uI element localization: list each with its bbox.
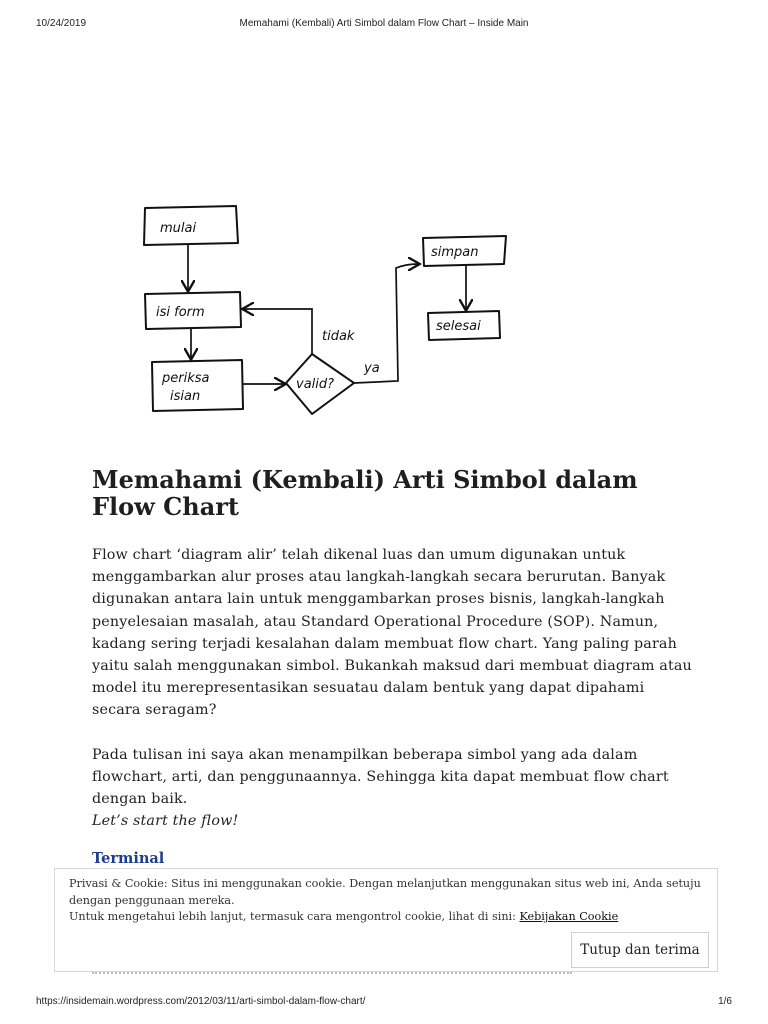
close-and-accept-button[interactable]: Tutup dan terima [571, 932, 709, 968]
label-simpan: simpan [431, 245, 479, 260]
article-title: Memahami (Kembali) Arti Simbol dalam Flow Chart [92, 465, 638, 521]
label-ya: ya [364, 361, 380, 376]
cookie-notice-line1: Privasi & Cookie: Situs ini menggunakan cookie. Dengan melanjutkan menggunakan situs web ini, Anda setuju dengan penggunaan mereka. [69, 877, 701, 907]
label-periksa-1: periksa [162, 371, 210, 386]
label-selesai: selesai [436, 319, 481, 334]
label-valid: valid? [296, 377, 335, 392]
print-page-title: Memahami (Kembali) Arti Simbol dalam Flow Chart – Inside Main [239, 18, 529, 29]
label-tidak: tidak [322, 329, 355, 344]
label-periksa-2: isian [170, 389, 201, 404]
print-url: https://insidemain.wordpress.com/2012/03/11/arti-simbol-dalam-flow-chart/ [36, 996, 366, 1007]
paragraph-purpose [92, 744, 692, 833]
cookie-policy-link[interactable]: Kebijakan Cookie [519, 910, 619, 924]
print-page-number: 1/6 [718, 996, 732, 1007]
article-body [92, 544, 692, 832]
label-mulai: mulai [160, 221, 197, 236]
cookie-notice-text [69, 876, 709, 926]
flowchart-illustration [128, 196, 508, 426]
cookie-notice-line2: Untuk mengetahui lebih lanjut, termasuk cara mengontrol cookie, lihat di sini: [69, 910, 516, 924]
flowchart-sketch [128, 196, 508, 426]
paragraph-purpose-text: Pada tulisan ini saya akan menampilkan beberapa simbol yang ada dalam flowchart, arti, dan penggunaannya. Sehingga kita dapat membuat flow chart dengan baik. [92, 746, 669, 808]
paragraph-intro: Flow chart ‘diagram alir’ telah dikenal luas dan umum digunakan untuk menggambarkan alur proses atau langkah-langkah secara berurutan. Banyak digunakan antara lain untuk menggambarkan proses bisnis, langkah-langkah penyelesaian masalah, atau Standard Operational Procedure (SOP). Namun, kadang sering terjadi kesalahan dalam membuat flow chart. Yang paling parah yaitu salah menggunakan simbol. Bukankah maksud dari membuat diagram atau model itu merepresentasikan sesuatau dalam bentuk yang dapat dipahami secara seragam? [92, 547, 692, 719]
cookie-consent-banner [54, 868, 718, 972]
arrow-valid-isi-tidak [244, 309, 312, 354]
label-isi-form: isi form [156, 305, 205, 320]
print-date: 10/24/2019 [36, 18, 87, 29]
closing-line: Let’s start the flow! [92, 813, 239, 830]
section-heading-terminal: Terminal [92, 850, 165, 867]
